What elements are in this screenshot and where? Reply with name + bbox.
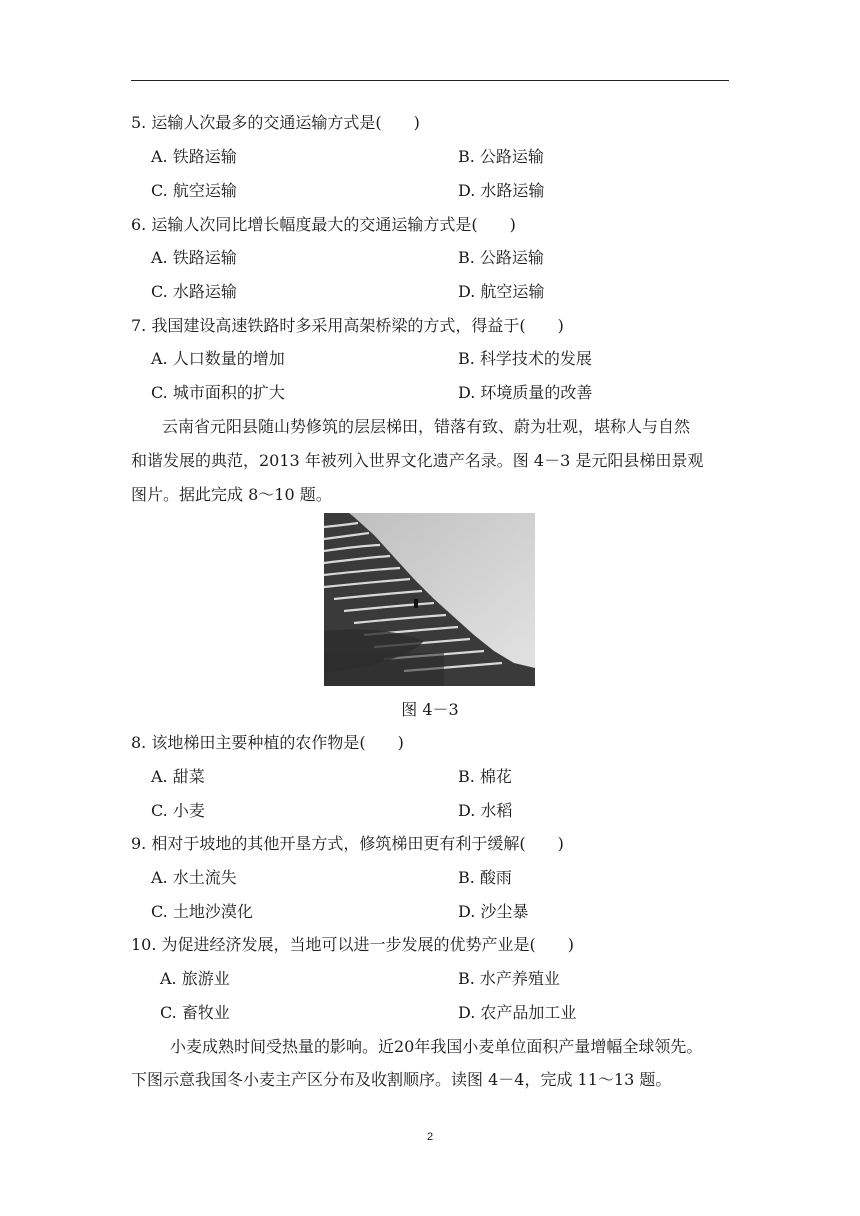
page-number: 2 bbox=[426, 1131, 434, 1143]
question-9-option-d[interactable]: D. 沙尘暴 bbox=[458, 902, 529, 921]
figure-caption: 图 4－3 bbox=[401, 700, 459, 719]
question-6-stem: 6. 运输人次同比增长幅度最大的交通运输方式是( ) bbox=[131, 215, 516, 234]
passage-1-line-1: 云南省元阳县随山势修筑的层层梯田，错落有致、蔚为壮观，堪称人与自然 bbox=[162, 417, 691, 436]
question-6-option-a[interactable]: A. 铁路运输 bbox=[151, 248, 237, 267]
passage-1-line-3: 图片。据此完成 8～10 题。 bbox=[131, 485, 332, 504]
question-10-option-d[interactable]: D. 农产品加工业 bbox=[458, 1003, 577, 1022]
question-5-option-b[interactable]: B. 公路运输 bbox=[458, 147, 544, 166]
question-8-stem: 8. 该地梯田主要种植的农作物是( ) bbox=[131, 733, 404, 752]
question-8-option-d[interactable]: D. 水稻 bbox=[458, 801, 513, 820]
question-10-stem: 10. 为促进经济发展，当地可以进一步发展的优势产业是( ) bbox=[131, 935, 575, 954]
question-7-stem: 7. 我国建设高速铁路时多采用高架桥梁的方式，得益于( ) bbox=[131, 316, 564, 335]
question-5-option-d[interactable]: D. 水路运输 bbox=[458, 181, 545, 200]
question-9-option-c[interactable]: C. 土地沙漠化 bbox=[151, 902, 253, 921]
question-9-option-b[interactable]: B. 酸雨 bbox=[458, 868, 512, 887]
passage-2-line-1: 小麦成熟时间受热量的影响。近20年我国小麦单位面积产量增幅全球领先。 bbox=[170, 1037, 703, 1056]
question-5-option-c[interactable]: C. 航空运输 bbox=[151, 181, 237, 200]
terraced-fields-photo bbox=[324, 513, 535, 686]
header-rule bbox=[131, 80, 729, 81]
question-10-option-a[interactable]: A. 旅游业 bbox=[160, 969, 230, 988]
passage-2-line-2: 下图示意我国冬小麦主产区分布及收割顺序。读图 4－4，完成 11～13 题。 bbox=[131, 1070, 672, 1089]
question-6-option-c[interactable]: C. 水路运输 bbox=[151, 282, 237, 301]
question-9-stem: 9. 相对于坡地的其他开垦方式，修筑梯田更有利于缓解( ) bbox=[131, 834, 564, 853]
question-9-option-a[interactable]: A. 水土流失 bbox=[151, 868, 237, 887]
question-10-option-b[interactable]: B. 水产养殖业 bbox=[458, 969, 560, 988]
question-6-option-d[interactable]: D. 航空运输 bbox=[458, 282, 545, 301]
question-8-option-a[interactable]: A. 甜菜 bbox=[151, 767, 205, 786]
question-7-option-d[interactable]: D. 环境质量的改善 bbox=[458, 383, 593, 402]
question-8-option-b[interactable]: B. 棉花 bbox=[458, 767, 512, 786]
question-7-option-b[interactable]: B. 科学技术的发展 bbox=[458, 349, 592, 368]
question-7-option-c[interactable]: C. 城市面积的扩大 bbox=[151, 383, 285, 402]
passage-1-line-2: 和谐发展的典范，2013 年被列入世界文化遗产名录。图 4－3 是元阳县梯田景观 bbox=[131, 451, 704, 470]
question-5-stem: 5. 运输人次最多的交通运输方式是( ) bbox=[131, 113, 420, 132]
question-6-option-b[interactable]: B. 公路运输 bbox=[458, 248, 544, 267]
question-8-option-c[interactable]: C. 小麦 bbox=[151, 801, 205, 820]
question-5-option-a[interactable]: A. 铁路运输 bbox=[151, 147, 237, 166]
question-10-option-c[interactable]: C. 畜牧业 bbox=[160, 1003, 230, 1022]
question-7-option-a[interactable]: A. 人口数量的增加 bbox=[151, 349, 285, 368]
